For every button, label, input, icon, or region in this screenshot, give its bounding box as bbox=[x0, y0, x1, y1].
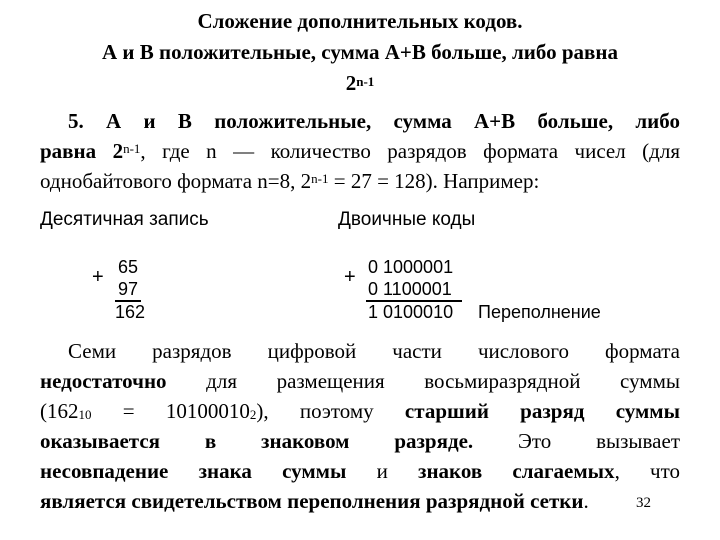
intro-line-1-text: 5. А и В положительные, сумма А+В больше, либо bbox=[68, 109, 680, 133]
body-line-5 bbox=[40, 456, 680, 486]
body-l3-sub2: 2 bbox=[249, 407, 257, 422]
intro-line-1 bbox=[40, 106, 680, 136]
body-l3c: ), поэтому bbox=[256, 399, 405, 423]
intro-line-2 bbox=[40, 136, 680, 166]
intro-l2b: , где n — количество разрядов формата чисел (для bbox=[140, 139, 680, 163]
intro-l2a: равна 2 bbox=[40, 139, 124, 163]
page-number: 32 bbox=[636, 495, 651, 511]
binary-header: Двоичные коды bbox=[338, 209, 476, 230]
body-l5-rest: , что bbox=[614, 459, 680, 483]
body-line-6 bbox=[40, 486, 680, 516]
body-l2-bold: недостаточно bbox=[40, 369, 167, 393]
body-l5-bold2: знаков слагаемых bbox=[418, 459, 615, 483]
decimal-header: Десятичная запись bbox=[40, 209, 209, 230]
intro-l3a: однобайтового формата n=8, 2 bbox=[40, 169, 312, 193]
decimal-sum: 162 bbox=[115, 302, 146, 322]
body-l3a: (162 bbox=[40, 399, 79, 423]
body-line-2 bbox=[40, 366, 680, 396]
body-l5-bold1: несовпадение знака суммы bbox=[40, 459, 347, 483]
body-l3b: = 10100010 bbox=[91, 399, 250, 423]
intro-paragraph bbox=[40, 106, 680, 196]
decimal-plus-sign: + bbox=[92, 266, 104, 288]
binary-operand-1: 0 1000001 bbox=[368, 257, 454, 277]
binary-operand-2: 0 1100001 bbox=[368, 279, 452, 299]
intro-line-3 bbox=[40, 166, 680, 196]
body-l6-bold: переполнения разрядной сетки bbox=[287, 489, 584, 513]
title-line-2: А и В положительные, сумма А+В больше, либо равна bbox=[102, 40, 618, 64]
title-exponent: n-1 bbox=[356, 74, 375, 89]
intro-l2-exp: n-1 bbox=[123, 141, 141, 156]
body-l5-mid: и bbox=[346, 459, 419, 483]
body-l6-end: . bbox=[583, 489, 589, 513]
body-line-3 bbox=[40, 396, 680, 426]
intro-l3b: = 27 = 128). Например: bbox=[328, 169, 540, 193]
overflow-label: Переполнение bbox=[478, 302, 601, 322]
slide-title bbox=[0, 6, 720, 99]
body-l3-bold: старший разряд суммы bbox=[404, 399, 680, 423]
intro-l3-exp: n-1 bbox=[311, 171, 329, 186]
title-line-3 bbox=[0, 68, 720, 99]
decimal-operand-2: 97 bbox=[118, 279, 139, 299]
binary-plus-sign: + bbox=[344, 266, 356, 288]
body-l4-rest: Это вызывает bbox=[473, 429, 680, 453]
body-l3-sub1: 10 bbox=[78, 407, 92, 422]
body-l4-bold: оказывается в знаковом разряде. bbox=[40, 429, 474, 453]
title-base: 2 bbox=[345, 71, 357, 95]
explanation-paragraph bbox=[40, 336, 680, 516]
binary-sum: 1 0100010 bbox=[368, 302, 454, 322]
body-line-4 bbox=[40, 426, 680, 456]
body-line-1: Семи разрядов цифровой части числового формата bbox=[68, 339, 680, 363]
title-line-1: Сложение дополнительных кодов. bbox=[197, 9, 523, 33]
body-l6a: является свидетельством bbox=[40, 489, 288, 513]
body-l2-rest: для размещения восьмиразрядной суммы bbox=[166, 369, 680, 393]
decimal-operand-1: 65 bbox=[118, 257, 139, 277]
